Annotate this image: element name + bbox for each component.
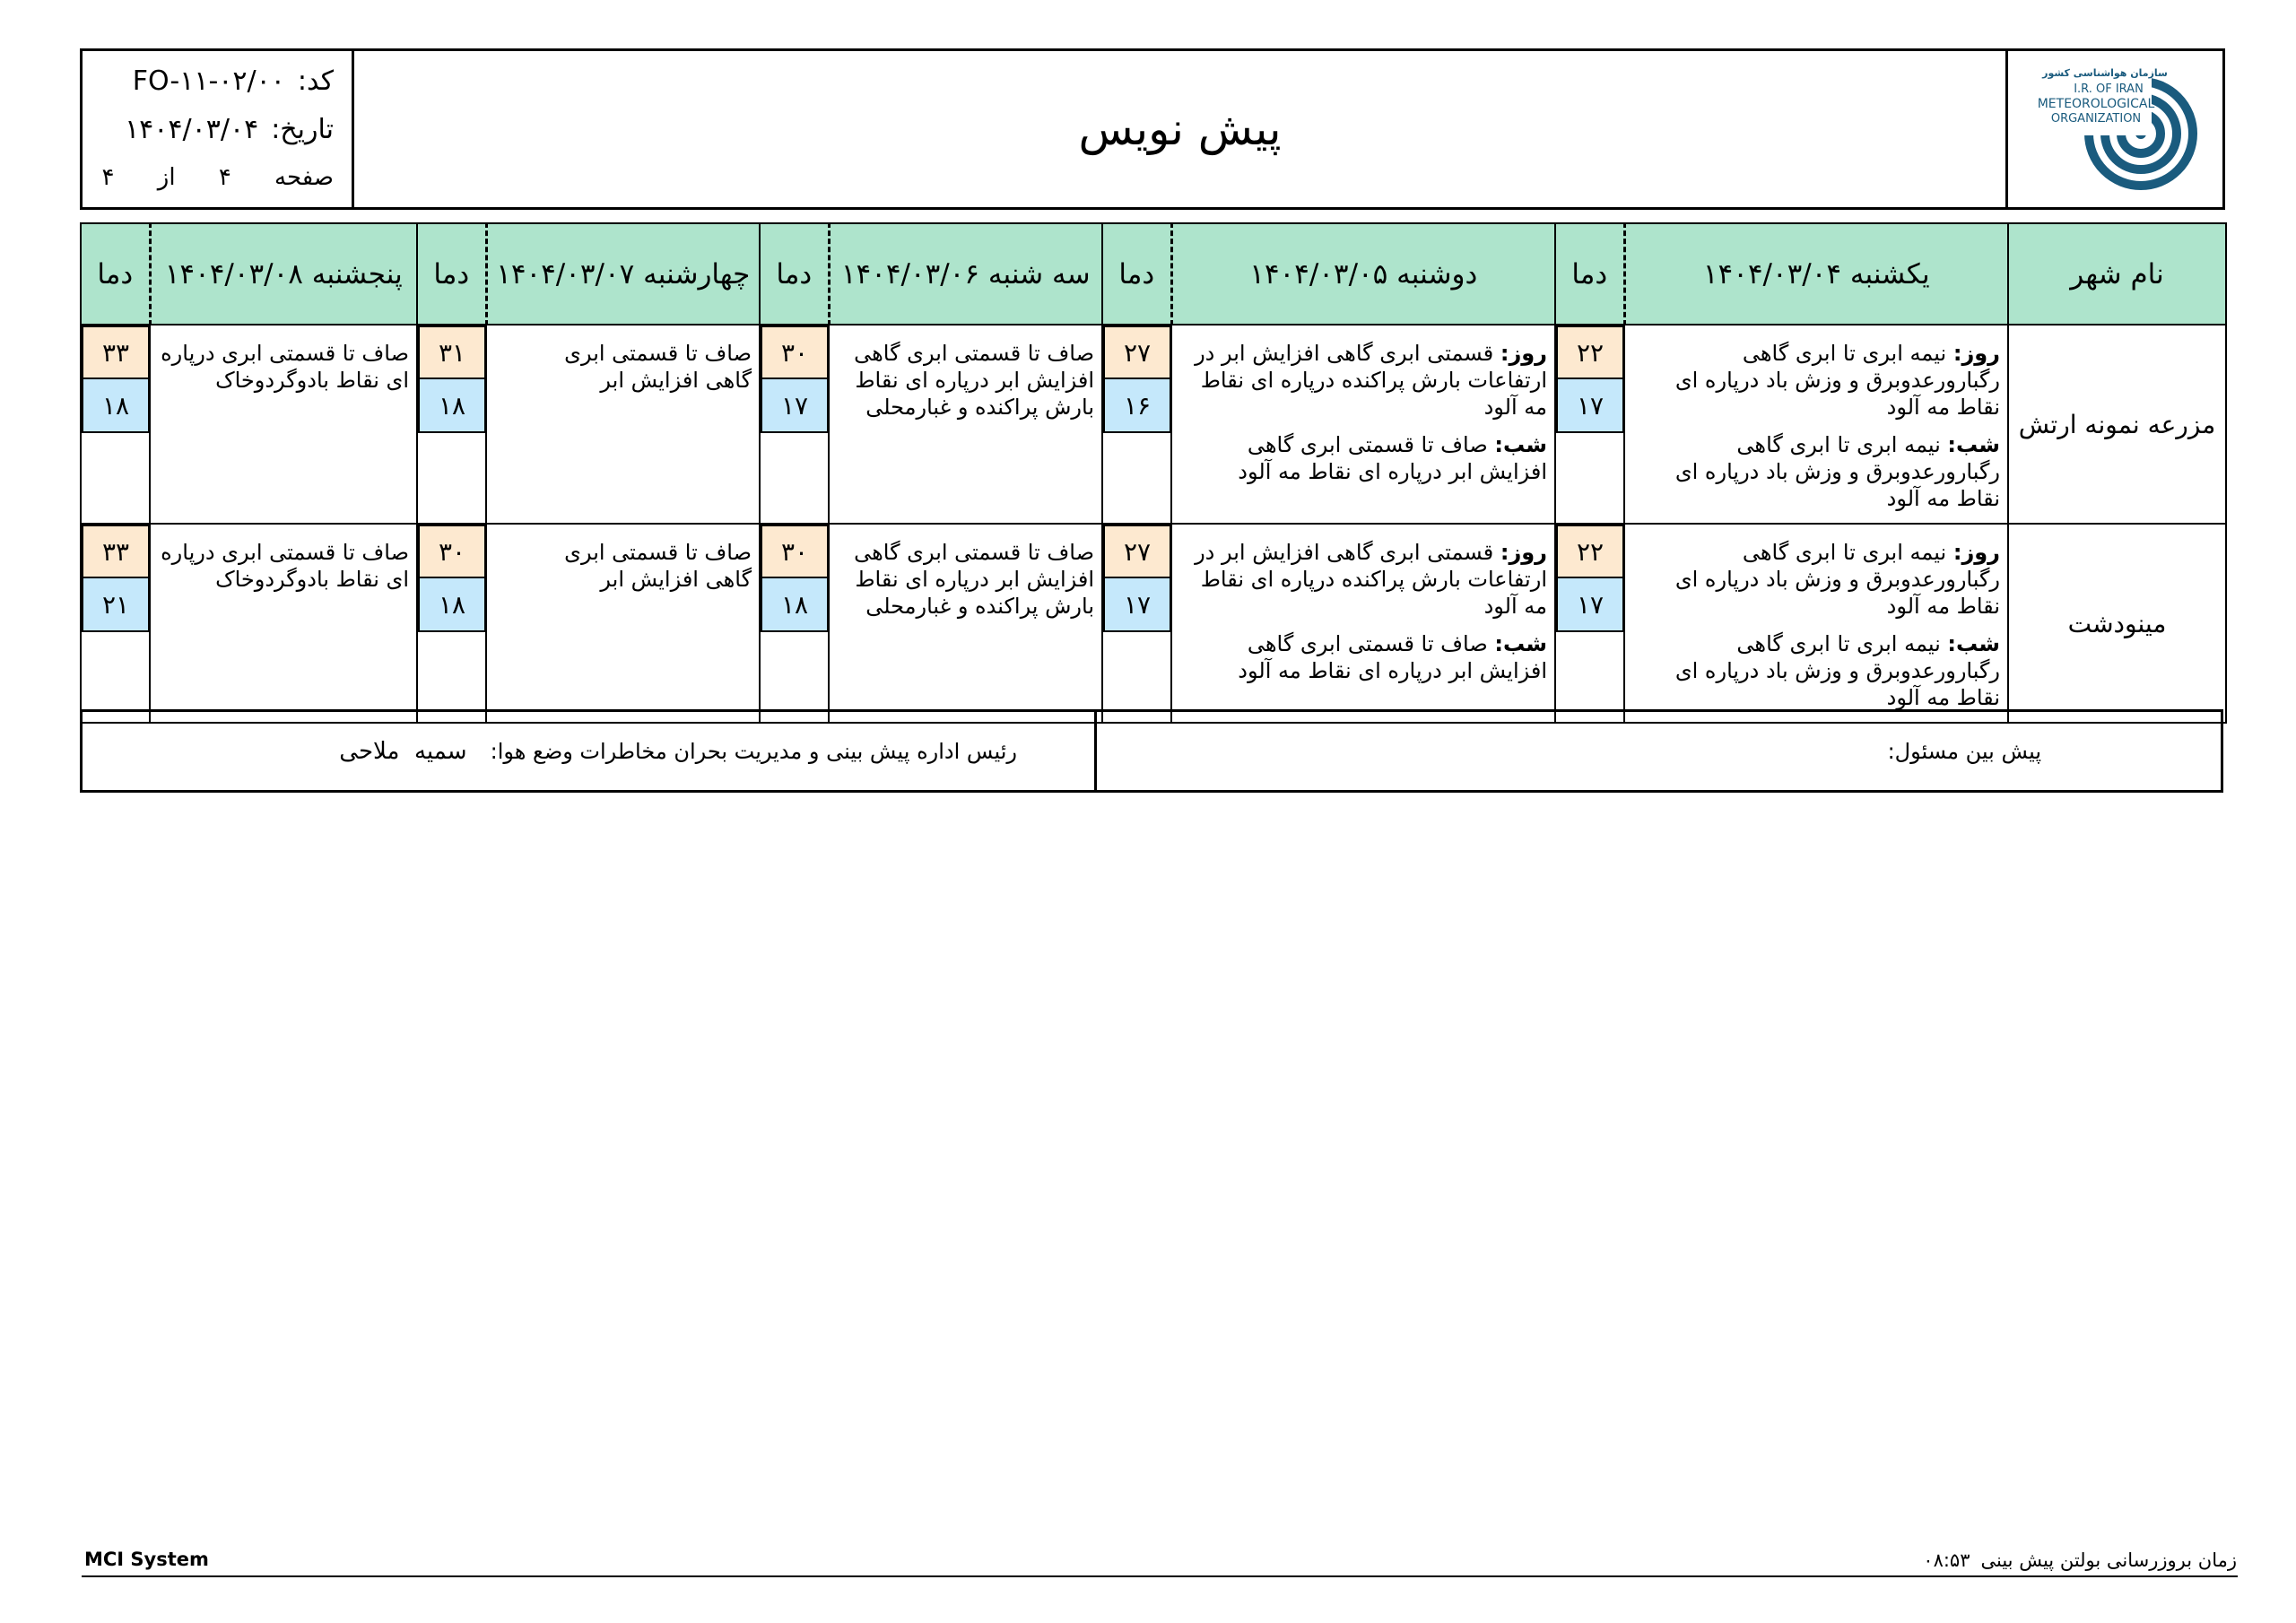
- max-temp: ۳۳: [82, 525, 150, 578]
- head-name: سمیه ملاحی: [339, 737, 467, 765]
- table-row: [81, 325, 2226, 524]
- min-temp: ۱۷: [761, 379, 829, 433]
- temperature-cell: [81, 325, 150, 524]
- forecast-description: [150, 325, 417, 524]
- forecast-text: صاف تا قسمتی ابری گاهی افزایش ابر: [564, 540, 752, 592]
- min-temp: ۱۸: [418, 379, 486, 433]
- temperature-cell: [417, 524, 486, 723]
- code-value: FO-۱۱-۰۲/۰۰: [132, 65, 285, 97]
- page-total: ۴: [101, 164, 115, 191]
- max-temp: ۲۷: [1103, 325, 1171, 379]
- night-prefix: شب:: [1494, 432, 1547, 457]
- forecaster-signature: [1097, 712, 2221, 790]
- forecast-description: [829, 325, 1102, 524]
- forecast-description: [1624, 524, 2008, 723]
- day-prefix: روز:: [1952, 540, 2000, 565]
- forecast-text: صاف تا قسمتی ابری گاهی افزایش ابر درپاره ای نقاط بارش پراکنده و غبارمحلی: [854, 341, 1094, 420]
- city-name: مینودشت: [2008, 524, 2226, 723]
- code-label: کد:: [297, 65, 334, 97]
- meteorological-organization-logo: [2008, 51, 2220, 204]
- table-header-row: [81, 223, 2226, 325]
- forecast-description: [1624, 325, 2008, 524]
- logo-text-en-2: METEOROLOGICAL: [2037, 97, 2155, 111]
- signature-box: [80, 709, 2223, 793]
- page-number-line: [102, 164, 334, 191]
- max-temp: ۲۲: [1556, 525, 1624, 578]
- temperature-cell: [760, 325, 829, 524]
- day-forecast: قسمتی ابری گاهی افزایش ابر در ارتفاعات بارش پراکنده درپاره ای نقاط مه آلود: [1195, 341, 1547, 420]
- temp-header: دما: [417, 223, 486, 325]
- page-of: از: [157, 164, 176, 191]
- forecast-description: [486, 325, 760, 524]
- table-row: [81, 524, 2226, 723]
- forecast-text: صاف تا قسمتی ابری گاهی افزایش ابر درپاره ای نقاط بارش پراکنده و غبارمحلی: [854, 540, 1094, 619]
- night-forecast: صاف تا قسمتی ابری گاهی افزایش ابر درپاره ای نقاط مه آلود: [1238, 432, 1547, 484]
- city-header: نام شهر: [2008, 223, 2226, 325]
- footer-divider: [82, 1575, 2238, 1577]
- city-name: مزرعه نمونه ارتش: [2008, 325, 2226, 524]
- forecast-text: صاف تا قسمتی ابری گاهی افزایش ابر: [564, 341, 752, 393]
- night-forecast: نیمه ابری تا ابری گاهی رگبارورعدوبرق و وزش باد درپاره ای نقاط مه آلود: [1674, 631, 2000, 710]
- forecast-description: [829, 524, 1102, 723]
- min-temp: ۱۷: [1556, 578, 1624, 632]
- day-prefix: روز:: [1500, 341, 1547, 366]
- day-prefix: روز:: [1952, 341, 2000, 366]
- logo-text-en-1: I.R. OF IRAN: [2074, 82, 2144, 96]
- max-temp: ۳۳: [82, 325, 150, 379]
- day-forecast: قسمتی ابری گاهی افزایش ابر در ارتفاعات بارش پراکنده درپاره ای نقاط مه آلود: [1195, 540, 1547, 619]
- logo-text-fa: سازمان هواشناسی کشور: [2042, 67, 2168, 79]
- date-line: [125, 114, 334, 145]
- night-forecast: نیمه ابری تا ابری گاهی رگبارورعدوبرق و وزش باد درپاره ای نقاط مه آلود: [1674, 432, 2000, 511]
- max-temp: ۲۷: [1103, 525, 1171, 578]
- page-title: پیش نویس: [1078, 103, 1282, 155]
- day-header-2: سه شنبه ۱۴۰۴/۰۳/۰۶: [829, 223, 1102, 325]
- max-temp: ۲۲: [1556, 325, 1624, 379]
- forecaster-label: پیش بین مسئول:: [1887, 738, 2041, 764]
- temperature-cell: [417, 325, 486, 524]
- forecast-description: [1171, 325, 1555, 524]
- temperature-cell: [1102, 325, 1171, 524]
- max-temp: ۳۰: [761, 525, 829, 578]
- code-line: [133, 65, 334, 97]
- date-label: تاریخ:: [271, 114, 334, 145]
- forecast-text: صاف تا قسمتی ابری درپاره ای نقاط بادوگردوخاک: [161, 540, 409, 592]
- forecast-table: [80, 222, 2227, 724]
- temperature-cell: [1102, 524, 1171, 723]
- min-temp: ۱۸: [761, 578, 829, 632]
- temperature-cell: [81, 524, 150, 723]
- min-temp: ۱۷: [1556, 379, 1624, 433]
- min-temp: ۱۷: [1103, 578, 1171, 632]
- day-header-0: یکشنبه ۱۴۰۴/۰۳/۰۴: [1624, 223, 2008, 325]
- update-time: ۰۸:۵۳: [1923, 1549, 1970, 1571]
- max-temp: ۳۰: [761, 325, 829, 379]
- day-prefix: روز:: [1500, 540, 1547, 565]
- date-value: ۱۴۰۴/۰۳/۰۴: [125, 114, 259, 145]
- head-signature: [83, 712, 1097, 790]
- night-forecast: صاف تا قسمتی ابری گاهی افزایش ابر درپاره ای نقاط مه آلود: [1238, 631, 1547, 683]
- temp-header: دما: [1102, 223, 1171, 325]
- temp-header: دما: [1555, 223, 1624, 325]
- forecast-description: [150, 524, 417, 723]
- system-name: MCI System: [84, 1549, 209, 1570]
- max-temp: ۳۱: [418, 325, 486, 379]
- max-temp: ۳۰: [418, 525, 486, 578]
- logo-cell: [2005, 51, 2222, 207]
- page-current: ۴: [218, 164, 231, 191]
- page-label: صفحه: [274, 164, 334, 191]
- night-prefix: شب:: [1947, 631, 2000, 656]
- min-temp: ۱۶: [1103, 379, 1171, 433]
- head-label: رئیس اداره پیش بینی و مدیریت بحران مخاطرات وضع هوا:: [490, 738, 1017, 764]
- update-time-line: [1923, 1549, 2237, 1571]
- update-label: زمان بروزرسانی بولتن پیش بینی: [1980, 1549, 2237, 1571]
- day-header-4: پنجشنبه ۱۴۰۴/۰۳/۰۸: [150, 223, 417, 325]
- temperature-cell: [1555, 524, 1624, 723]
- day-header-1: دوشنبه ۱۴۰۴/۰۳/۰۵: [1171, 223, 1555, 325]
- temperature-cell: [760, 524, 829, 723]
- min-temp: ۲۱: [82, 578, 150, 632]
- min-temp: ۱۸: [418, 578, 486, 632]
- document-meta: [83, 51, 354, 207]
- temp-header: دما: [81, 223, 150, 325]
- night-prefix: شب:: [1947, 432, 2000, 457]
- document-header: [80, 48, 2225, 210]
- forecast-description: [1171, 524, 1555, 723]
- night-prefix: شب:: [1494, 631, 1547, 656]
- forecast-description: [486, 524, 760, 723]
- min-temp: ۱۸: [82, 379, 150, 433]
- temperature-cell: [1555, 325, 1624, 524]
- day-header-3: چهارشنبه ۱۴۰۴/۰۳/۰۷: [486, 223, 760, 325]
- temp-header: دما: [760, 223, 829, 325]
- logo-text-en-3: ORGANIZATION: [2050, 112, 2142, 126]
- day-forecast: نیمه ابری تا ابری گاهی رگبارورعدوبرق و وزش باد درپاره ای نقاط مه آلود: [1674, 540, 2000, 619]
- day-forecast: نیمه ابری تا ابری گاهی رگبارورعدوبرق و وزش باد درپاره ای نقاط مه آلود: [1674, 341, 2000, 420]
- forecast-text: صاف تا قسمتی ابری درپاره ای نقاط بادوگردوخاک: [161, 341, 409, 393]
